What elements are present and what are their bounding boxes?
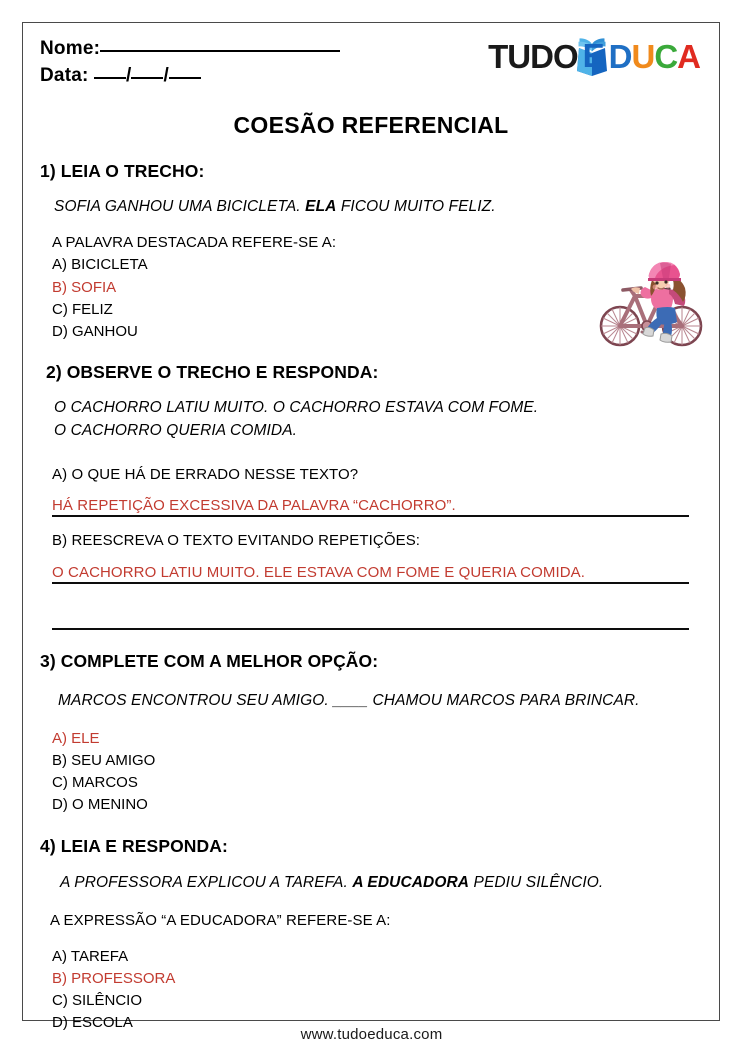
question-1-passage [40, 195, 702, 218]
page-title: COESÃO REFERENCIAL [233, 111, 509, 138]
question-1-heading: 1) LEIA O TRECHO: [40, 160, 205, 181]
student-fields [40, 34, 340, 90]
q2-passage-line-1: O CACHORRO LATIU MUITO. O CACHORRO ESTAVA COM FOME. [54, 398, 539, 416]
question-1-prompt: A PALAVRA DESTACADA REFERE-SE A: [52, 234, 337, 252]
q3-option-b[interactable]: B) SEU AMIGO [52, 752, 156, 770]
q4-option-a[interactable]: A) TAREFA [52, 947, 129, 965]
worksheet-header [40, 34, 702, 90]
date-separator-1: / [126, 64, 132, 86]
q1-passage-highlight: ELA [305, 197, 337, 215]
date-day-rule[interactable] [94, 77, 126, 79]
logo-letter-e: E [582, 37, 604, 74]
question-4-options [40, 946, 702, 1034]
question-2b-answer-line-1[interactable] [52, 560, 689, 584]
name-input-rule[interactable] [100, 50, 340, 52]
date-month-rule[interactable] [131, 77, 163, 79]
date-separator-2: / [163, 64, 169, 86]
question-3-options [40, 728, 702, 816]
question-3-heading: 3) COMPLETE COM A MELHOR OPÇÃO: [40, 650, 379, 671]
question-2b-answer-text: O CACHORRO LATIU MUITO. ELE ESTAVA COM FOME E QUERIA COMIDA. [52, 563, 586, 581]
question-2b-prompt: B) REESCREVA O TEXTO EVITANDO REPETIÇÕES: [52, 532, 421, 550]
q3-option-d[interactable]: D) O MENINO [52, 796, 148, 814]
logo-letter-d: D [608, 37, 632, 75]
question-4-prompt: A EXPRESSÃO “A EDUCADORA” REFERE-SE A: [50, 912, 391, 930]
worksheet-content [22, 22, 720, 1031]
book-icon [576, 36, 610, 76]
date-field-row [40, 63, 340, 90]
q4-option-b[interactable]: B) PROFESSORA [52, 969, 176, 987]
logo-letter-c: C [654, 37, 678, 75]
q1-option-c[interactable]: C) FELIZ [52, 300, 113, 318]
q4-passage-after: PEDIU SILÊNCIO. [469, 874, 604, 892]
q4-option-c[interactable]: C) SILÊNCIO [52, 991, 143, 1009]
q4-passage-before: A PROFESSORA EXPLICOU A TAREFA. [60, 874, 353, 892]
logo-letter-u: U [631, 37, 655, 75]
question-4-passage [40, 871, 702, 894]
tudoeduca-logo [488, 36, 702, 76]
name-field-row [40, 36, 340, 63]
logo-letter-a: A [677, 37, 700, 75]
date-year-rule[interactable] [169, 77, 201, 79]
q3-option-a[interactable]: A) ELE [52, 730, 100, 748]
question-2a-prompt: A) O QUE HÁ DE ERRADO NESSE TEXTO? [52, 466, 359, 484]
logo-text-tudo: TUDO [488, 37, 578, 75]
question-2a-answer-line[interactable] [52, 493, 689, 517]
q1-passage-before: SOFIA GANHOU UMA BICICLETA. [54, 197, 306, 215]
q4-option-d[interactable]: D) ESCOLA [52, 1013, 133, 1031]
date-label: Data: [40, 64, 89, 86]
q1-option-b[interactable]: B) SOFIA [52, 278, 117, 296]
question-2b-answer-line-2[interactable] [52, 606, 689, 630]
name-label: Nome: [40, 38, 101, 59]
question-2-passage [40, 396, 702, 443]
q4-passage-highlight: A EDUCADORA [352, 874, 470, 892]
question-4-heading: 4) LEIA E RESPONDA: [40, 836, 228, 857]
footer-url: www.tudoeduca.com [300, 1026, 443, 1043]
q1-option-d[interactable]: D) GANHOU [52, 322, 138, 340]
q2-passage-line-2: O CACHORRO QUERIA COMIDA. [54, 421, 298, 439]
question-2a-answer-text: HÁ REPETIÇÃO EXCESSIVA DA PALAVRA “CACHORRO”. [52, 497, 456, 515]
q1-passage-after: FICOU MUITO FELIZ. [336, 197, 496, 215]
girl-riding-bicycle-illustration [599, 238, 703, 350]
q1-option-a[interactable]: A) BICICLETA [52, 256, 148, 274]
question-3-passage: MARCOS ENCONTROU SEU AMIGO. ____ CHAMOU MARCOS PARA BRINCAR. [58, 691, 640, 709]
question-2-heading: 2) OBSERVE O TRECHO E RESPONDA: [46, 361, 379, 382]
q3-option-c[interactable]: C) MARCOS [52, 774, 138, 792]
